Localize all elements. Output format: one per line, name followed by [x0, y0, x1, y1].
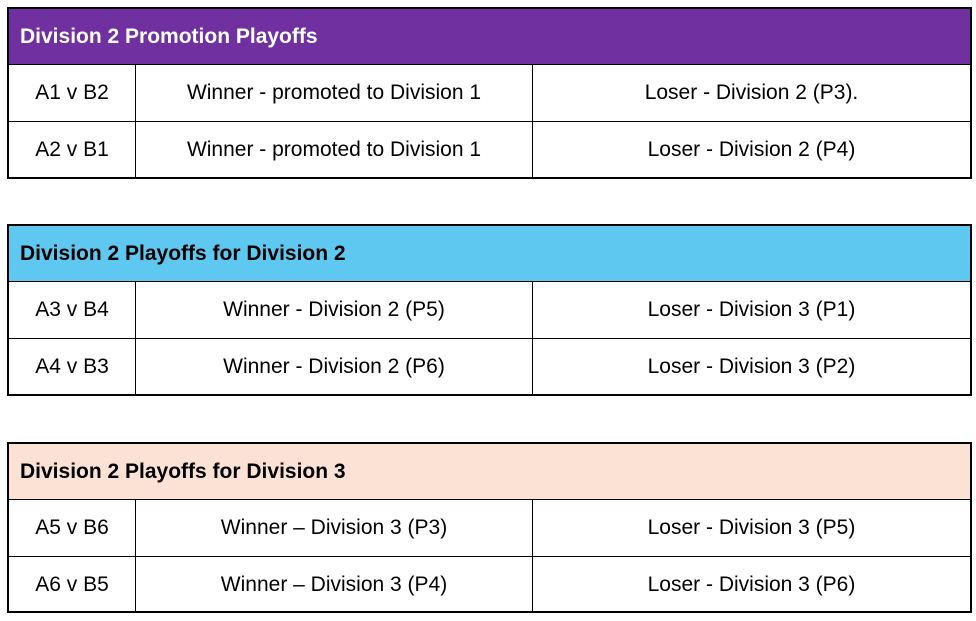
winner-cell: Winner - promoted to Division 1 [136, 65, 533, 121]
division-3-playoffs-header: Division 2 Playoffs for Division 3 [9, 444, 970, 500]
table-row [9, 282, 970, 338]
promotion-playoffs-header: Division 2 Promotion Playoffs [9, 9, 970, 65]
match-cell: A4 v B3 [9, 339, 136, 394]
match-cell: A1 v B2 [9, 65, 136, 121]
division-2-playoffs-table [7, 224, 972, 396]
match-cell: A3 v B4 [9, 282, 136, 338]
table-row [9, 500, 970, 556]
table-row [9, 121, 970, 177]
loser-cell: Loser - Division 3 (P5) [647, 516, 856, 539]
promotion-playoffs-table [7, 7, 972, 179]
loser-cell: Loser - Division 3 (P2) [647, 354, 856, 378]
table-row [9, 65, 970, 121]
division-3-playoffs-table [7, 442, 972, 613]
table-row [9, 556, 970, 612]
winner-cell: Winner - Division 2 (P5) [136, 282, 533, 338]
match-cell: A5 v B6 [9, 500, 136, 556]
winner-cell: Winner – Division 3 (P4) [136, 557, 533, 612]
match-cell: A2 v B1 [9, 122, 136, 177]
loser-cell: Loser - Division 3 (P6) [647, 572, 856, 596]
match-cell: A6 v B5 [9, 557, 136, 612]
winner-cell: Winner - Division 2 (P6) [136, 339, 533, 394]
division-2-playoffs-header: Division 2 Playoffs for Division 2 [9, 226, 970, 282]
loser-cell: Loser - Division 2 (P3). [644, 81, 859, 104]
loser-cell: Loser - Division 2 (P4) [647, 137, 856, 161]
winner-cell: Winner - promoted to Division 1 [136, 122, 533, 177]
loser-cell: Loser - Division 3 (P1) [647, 298, 856, 321]
table-row [9, 338, 970, 394]
winner-cell: Winner – Division 3 (P3) [136, 500, 533, 556]
